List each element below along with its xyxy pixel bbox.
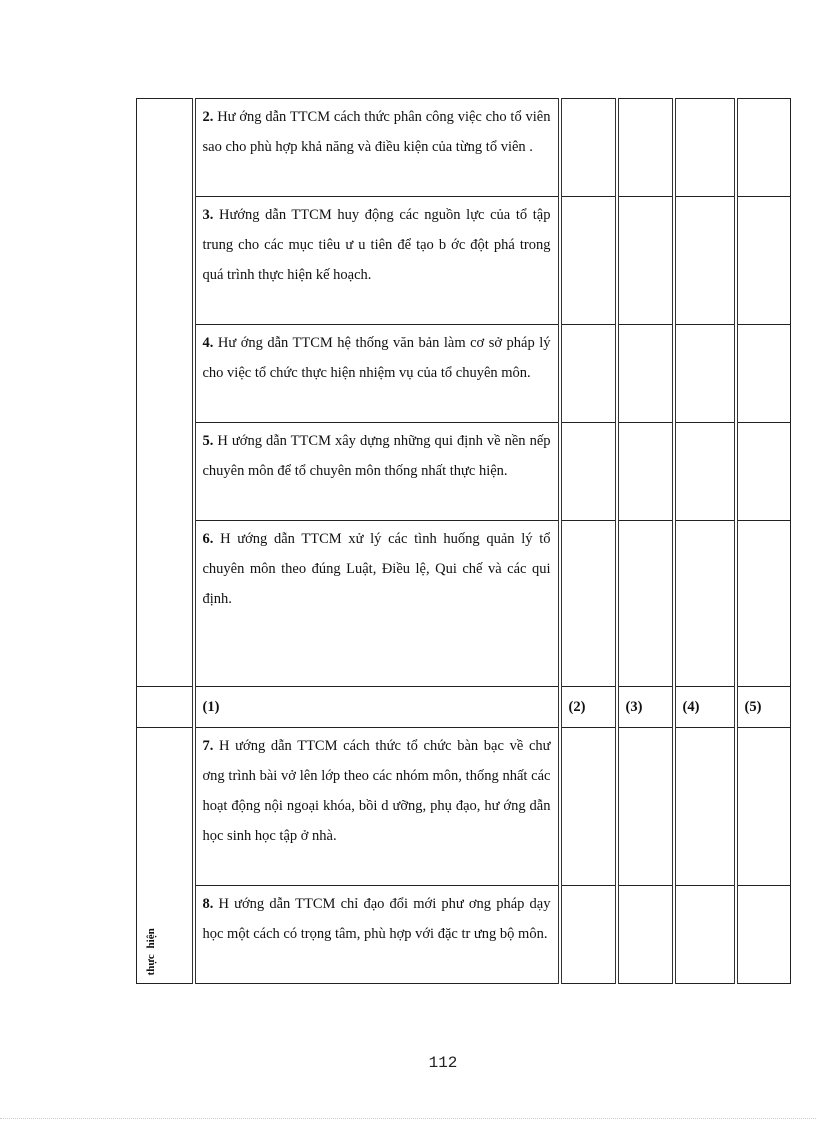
rating-cell[interactable] [674,886,736,984]
column-number-4: (4) [674,687,736,728]
table-row [137,728,791,886]
criterion-cell: 8. H ướng dẫn TTCM chỉ đạo đổi mới phư ơng pháp dạy học một cách có trọng tâm, phù hợp với đặc tr ưng bộ môn. [194,886,560,984]
column-number-5: (5) [736,687,791,728]
criterion-cell: 2. Hư ớng dẫn TTCM cách thức phân công việc cho tổ viên sao cho phù hợp khả năng và điều kiện của từng tổ viên . [194,99,560,197]
rating-cell[interactable] [560,423,617,521]
rating-cell[interactable] [560,728,617,886]
column-number-3: (3) [617,687,674,728]
rating-cell[interactable] [736,728,791,886]
rating-cell[interactable] [736,521,791,687]
column-number-2: (2) [560,687,617,728]
rating-cell[interactable] [617,325,674,423]
criterion-cell: 7. H ướng dẫn TTCM cách thức tổ chức bàn bạc về chư ơng trình bài vở lên lớp theo các nhóm môn, thống nhất các hoạt động nội ngoại khóa, bồi d ưỡng, phụ đạo, hư ớng dẫn học sinh học tập ở nhà. [194,728,560,886]
criterion-cell: 4. Hư ớng dẫn TTCM hệ thống văn bản làm cơ sở pháp lý cho việc tổ chức thực hiện nhiệm vụ của tổ chuyên môn. [194,325,560,423]
rating-cell[interactable] [617,423,674,521]
table-row [137,423,791,521]
column-number-row [137,687,791,728]
side-label-line1: thực [145,953,157,975]
page-number: 112 [428,1054,458,1072]
rating-cell[interactable] [617,99,674,197]
rating-cell[interactable] [736,886,791,984]
side-column-top [137,99,194,687]
rating-cell[interactable] [560,99,617,197]
rating-cell[interactable] [617,728,674,886]
rating-cell[interactable] [674,325,736,423]
criterion-cell: 6. H ướng dẫn TTCM xử lý các tình huống quản lý tổ chuyên môn theo đúng Luật, Điều lệ, Qui chế và các qui định. [194,521,560,687]
rating-cell[interactable] [674,197,736,325]
table-row [137,325,791,423]
footer-divider [0,1118,816,1120]
side-label [145,928,158,975]
rating-cell[interactable] [736,99,791,197]
table-row [137,521,791,687]
rating-cell[interactable] [674,99,736,197]
rating-cell[interactable] [674,728,736,886]
rating-cell[interactable] [736,423,791,521]
evaluation-table [136,98,791,984]
rating-cell[interactable] [617,521,674,687]
rating-cell[interactable] [674,423,736,521]
column-number-1: (1) [194,687,560,728]
rating-cell[interactable] [560,886,617,984]
side-column-bottom [137,728,194,984]
table-row [137,886,791,984]
rating-cell[interactable] [560,521,617,687]
side-label-line2: hiện [145,927,157,948]
rating-cell[interactable] [560,325,617,423]
criterion-cell: 3. Hướng dẫn TTCM huy động các nguồn lực của tổ tập trung cho các mục tiêu ư u tiên để tạo b ớc đột phá trong quá trình thực hiện kế hoạch. [194,197,560,325]
rating-cell[interactable] [736,325,791,423]
criterion-cell: 5. H ướng dẫn TTCM xây dựng những qui định về nền nếp chuyên môn để tổ chuyên môn thống nhất thực hiện. [194,423,560,521]
rating-cell[interactable] [617,886,674,984]
rating-cell[interactable] [560,197,617,325]
table-row [137,99,791,197]
rating-cell[interactable] [736,197,791,325]
table-row [137,197,791,325]
rating-cell[interactable] [617,197,674,325]
side-column-mid [137,687,194,728]
rating-cell[interactable] [674,521,736,687]
